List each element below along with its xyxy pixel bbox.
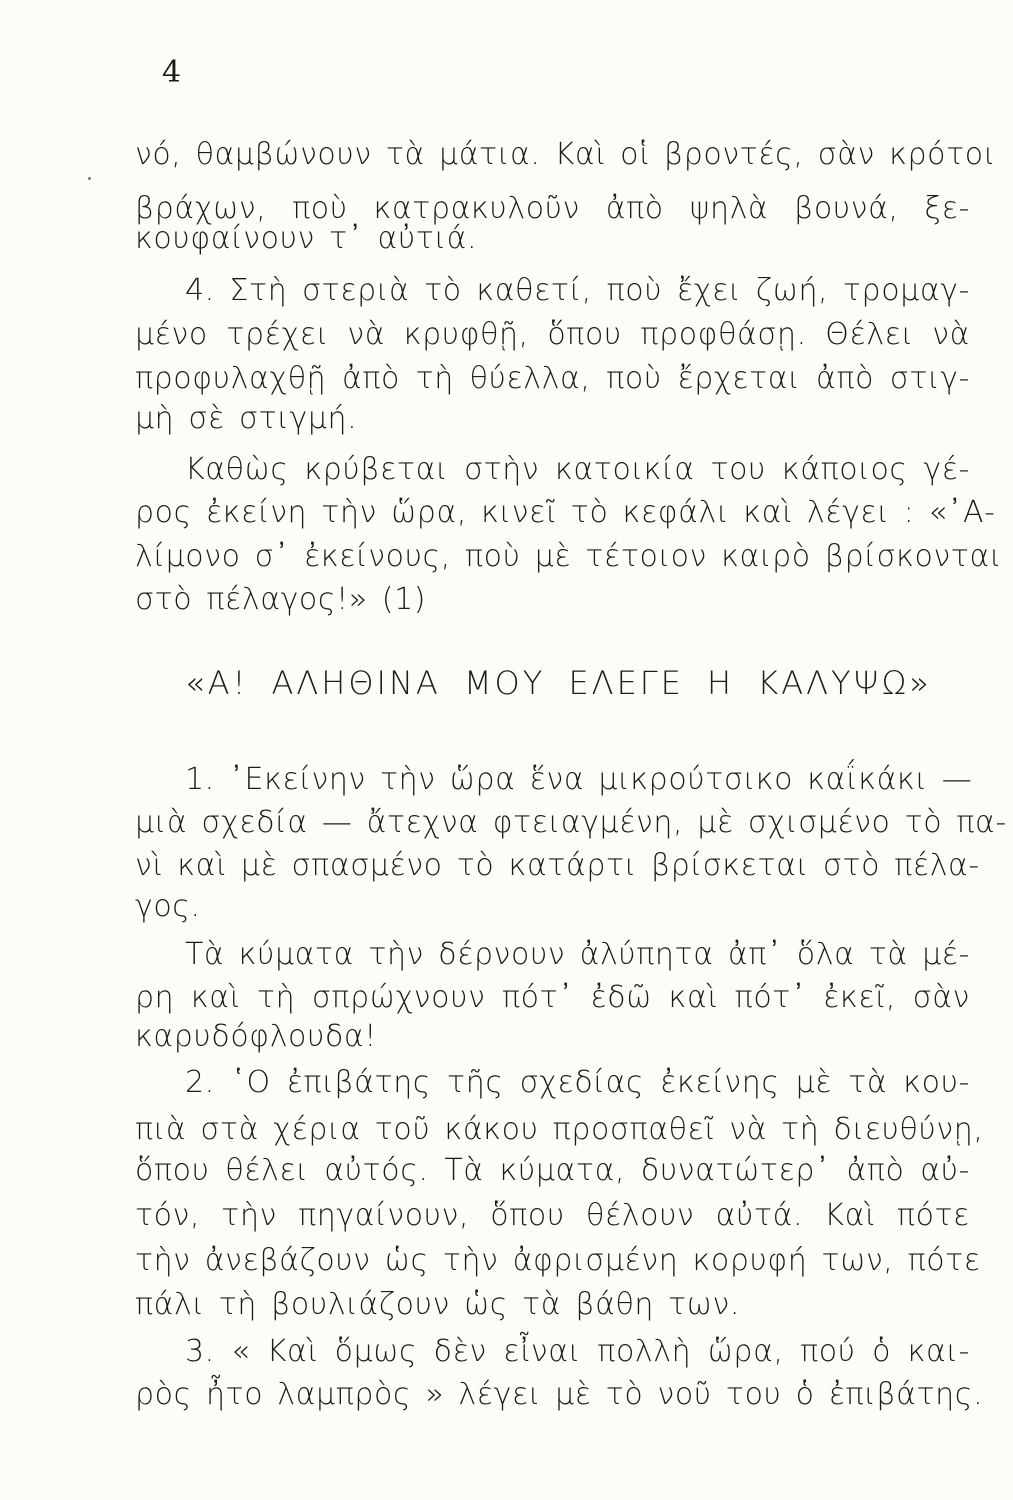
text-line: νό, θαμβώνουν τὰ μάτια. Καὶ οἱ βροντές, σὰν κρότοι <box>135 137 996 172</box>
section-heading: «Α! ΑΛΗΘΙΝΑ ΜΟΥ ΕΛΕΓΕ Η ΚΑΛΥΨΩ» <box>185 664 932 702</box>
text-line: βράχων, ποὺ κατρακυλοῦν ἀπὸ ψηλὰ βουνά, ξε- <box>135 191 970 226</box>
text-line: 3. « Καὶ ὅμως δὲν εἶναι πολλὴ ὥρα, πού ὁ και- <box>185 1334 970 1369</box>
text-line: Τὰ κύματα τὴν δέρνουν ἀλύπητα ἀπ᾿ ὅλα τὰ μέ- <box>185 937 970 972</box>
text-line: γος. <box>135 889 201 924</box>
text-line: προφυλαχθῇ ἀπὸ τὴ θύελλα, ποὺ ἔρχεται ἀπὸ στιγ- <box>135 361 970 396</box>
text-line: τόν, τὴν πηγαίνουν, ὅπου θέλουν αὐτά. Καὶ πότε <box>135 1198 970 1233</box>
page-number: 4 <box>162 55 182 90</box>
text-line: τὴν ἀνεβάζουν ὡς τὴν ἀφρισμένη κορυφή των, πότε <box>135 1243 981 1278</box>
text-line: νὶ καὶ μὲ σπασμένο τὸ κατάρτι βρίσκεται στὸ πέλα- <box>135 848 980 883</box>
paper-speck <box>88 177 91 180</box>
text-line: 4. Στὴ στεριὰ τὸ καθετί, ποὺ ἔχει ζωή, τρομαγ- <box>185 273 970 308</box>
text-line: ρη καὶ τὴ σπρώχνουν πότ᾿ ἐδῶ καὶ πότ᾿ ἐκεῖ, σὰν <box>135 980 970 1015</box>
text-line: ὅπου θέλει αὐτός. Τὰ κύματα, δυνατώτερ᾿ ἀπὸ αὐ- <box>135 1153 970 1188</box>
text-line: ρὸς ἦτο λαμπρὸς » λέγει μὲ τὸ νοῦ του ὁ ἐπιβάτης. <box>135 1377 984 1412</box>
text-line: λίμονο σ᾿ ἐκείνους, ποὺ μὲ τέτοιον καιρὸ βρίσκονται <box>135 539 1003 574</box>
text-line: 2. ῾Ο ἐπιβάτης τῆς σχεδίας ἐκείνης μὲ τὰ κου- <box>185 1065 970 1100</box>
text-line: Καθὼς κρύβεται στὴν κατοικία του κάποιος γέ- <box>185 452 970 487</box>
text-line: πάλι τὴ βουλιάζουν ὡς τὰ βάθη των. <box>135 1287 741 1322</box>
text-line: ρος ἐκείνη τὴν ὥρα, κινεῖ τὸ κεφάλι καὶ λέγει : «᾿Α- <box>135 495 996 530</box>
text-line: 1. ᾿Εκείνην τὴν ὥρα ἕνα μικρούτσικο καΐκάκι — <box>185 762 973 797</box>
text-line: στὸ πέλαγος!» (1) <box>135 582 427 617</box>
text-line: μιὰ σχεδία — ἄτεχνα φτειαγμένη, μὲ σχισμένο τὸ πα- <box>135 805 1007 840</box>
text-line: καρυδόφλουδα! <box>135 1019 377 1054</box>
text-line: μένο τρέχει νὰ κρυφθῇ, ὅπου προφθάσῃ. Θέλει νὰ <box>135 317 970 352</box>
text-line: κουφαίνουν τ᾿ αὐτιά. <box>135 221 478 256</box>
text-line: πιὰ στὰ χέρια τοῦ κάκου προσπαθεῖ νὰ τὴ διευθύνῃ, <box>135 1112 984 1147</box>
text-line: μὴ σὲ στιγμή. <box>135 401 358 436</box>
